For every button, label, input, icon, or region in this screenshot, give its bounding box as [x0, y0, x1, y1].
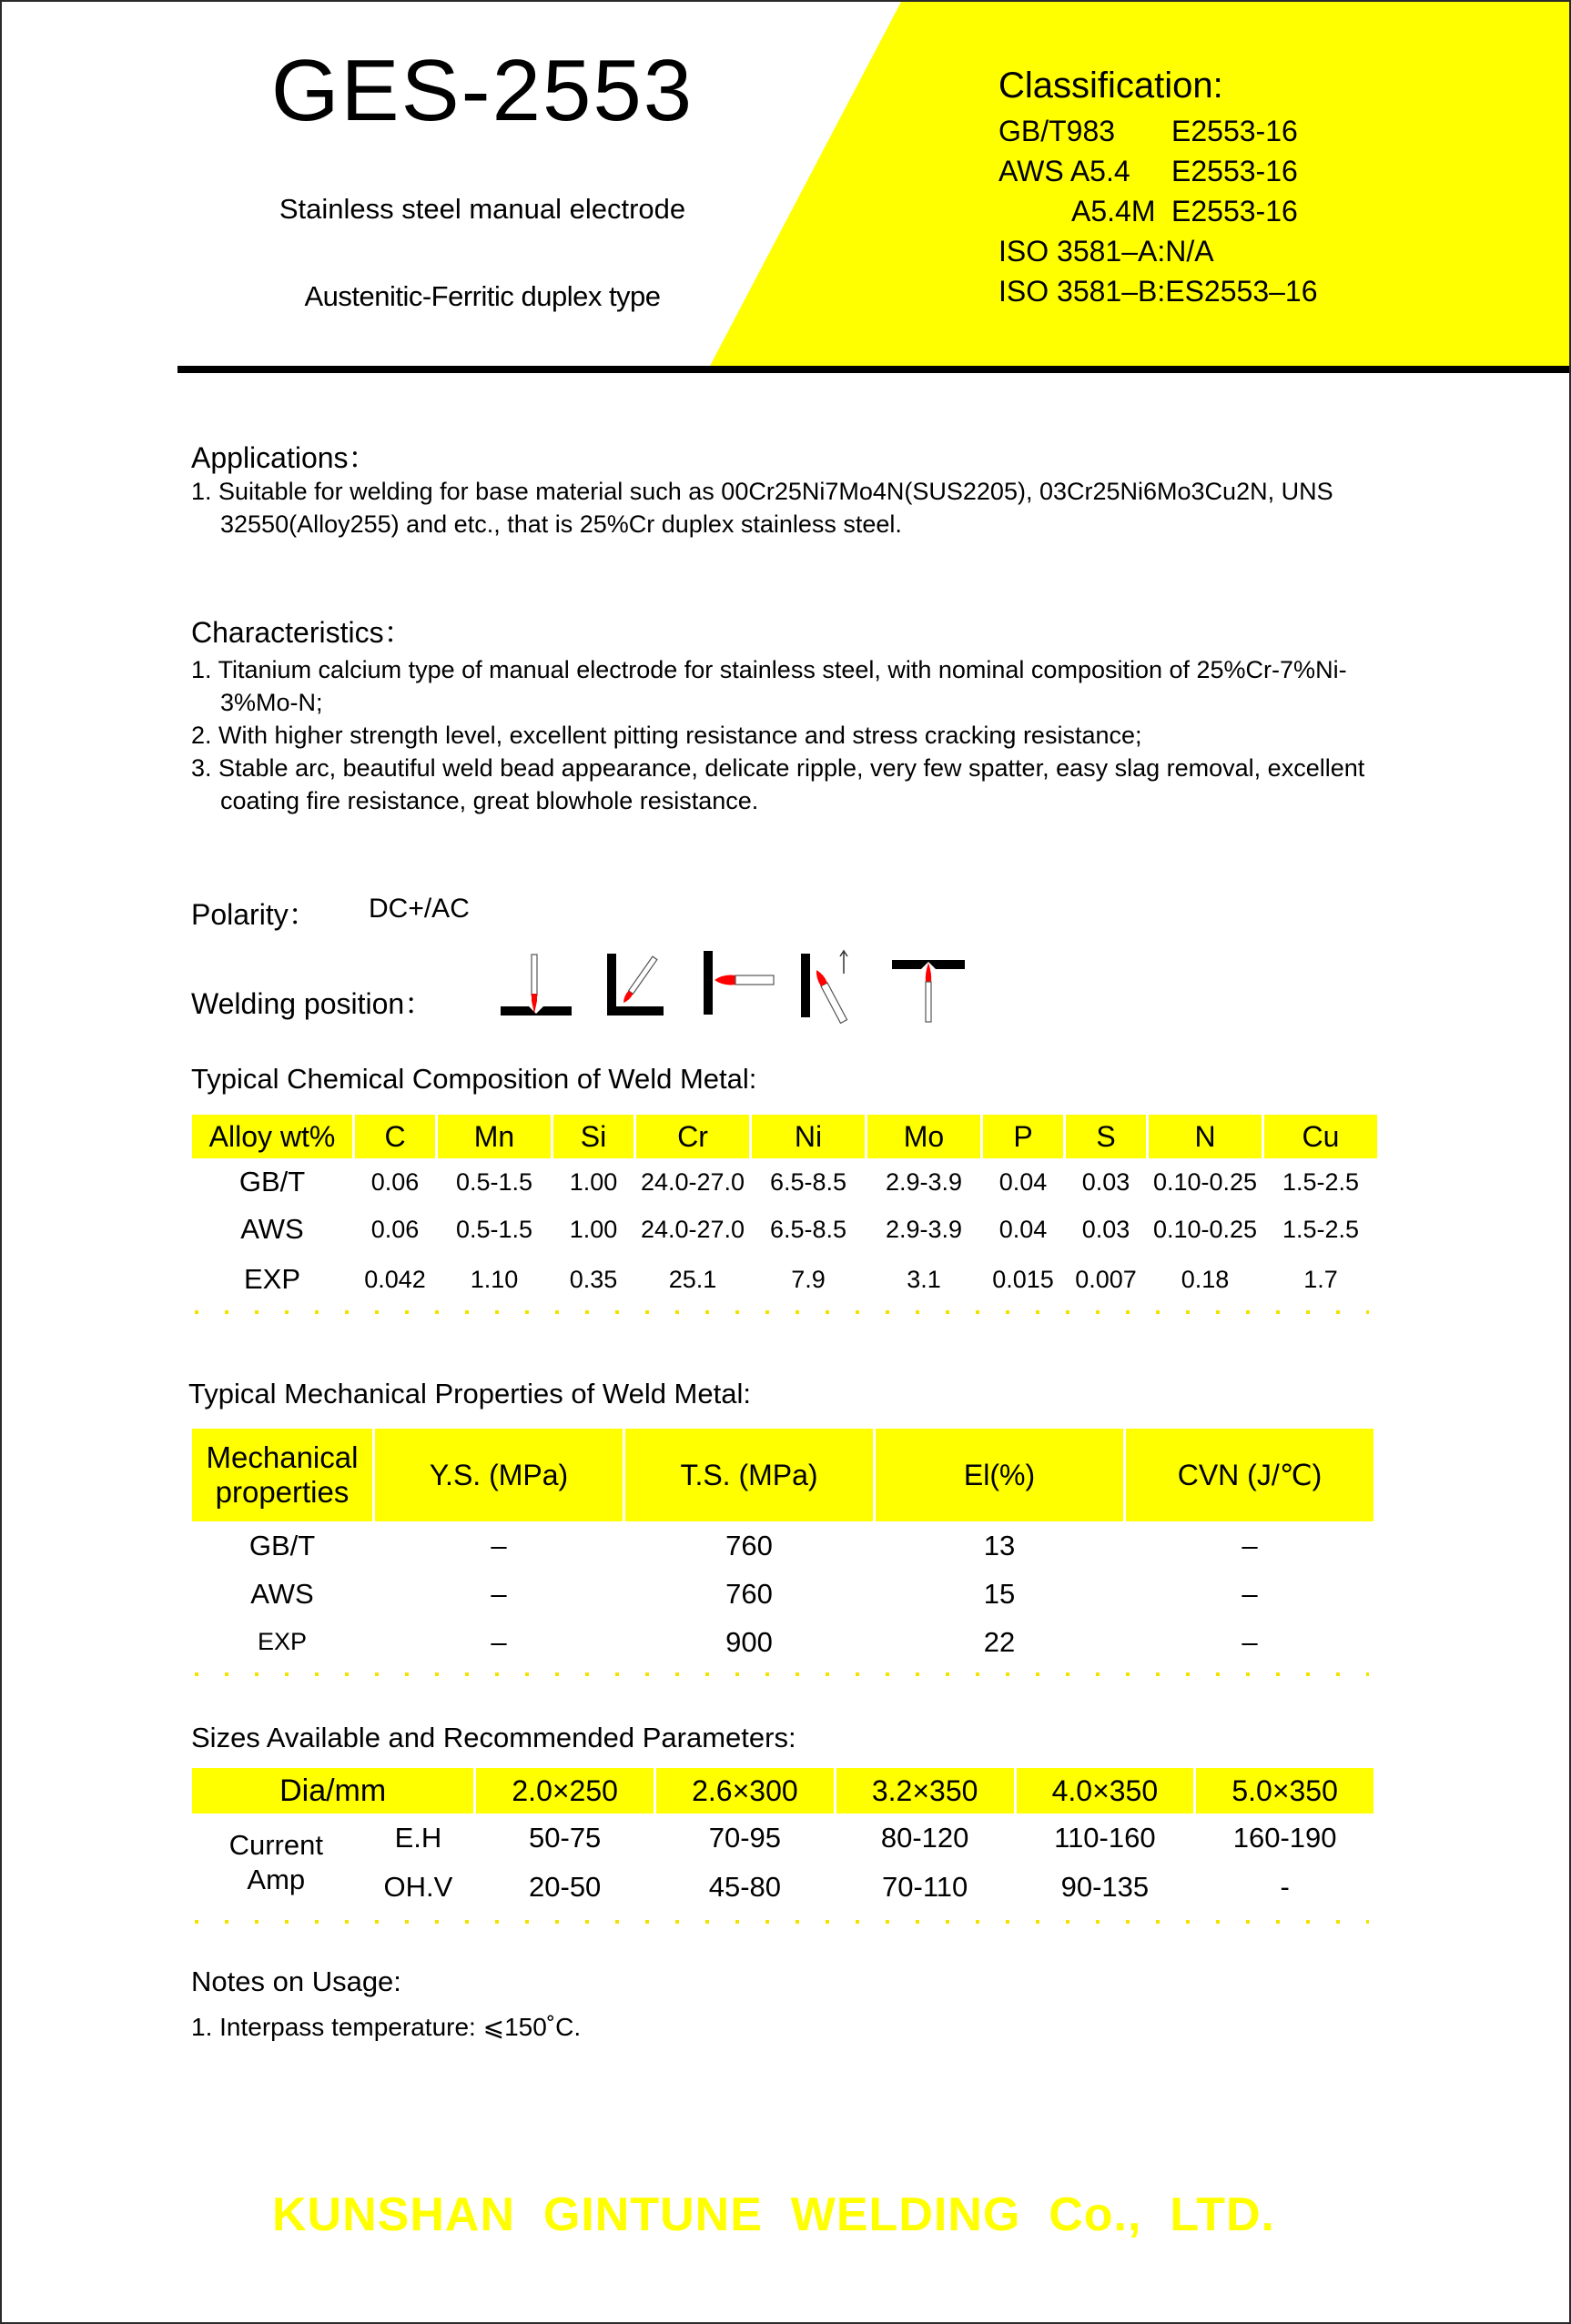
- sizes-row: [192, 1863, 1373, 1912]
- sizes-cell: 110-160: [1054, 1822, 1156, 1854]
- classification-value: E2553-16: [1171, 115, 1298, 147]
- chemical-cell: 1.7: [1303, 1265, 1338, 1293]
- horizontal-position-icon: [704, 951, 774, 1015]
- classification-standard: A5.4M: [1071, 195, 1156, 227]
- classification-standard: ISO 3581–B:ES2553–16: [998, 275, 1318, 308]
- mechanical-title: Typical Mechanical Properties of Weld Metal:: [188, 1378, 751, 1410]
- polarity-label: Polarity：: [191, 898, 318, 931]
- mechanical-row-label: GB/T: [248, 1529, 316, 1561]
- mechanical-row: [192, 1618, 1373, 1666]
- chemical-header-cell: N: [1149, 1115, 1262, 1158]
- chemical-cell: 1.00: [569, 1215, 618, 1243]
- chemical-cell: 0.10-0.25: [1152, 1215, 1258, 1243]
- classification-block: [998, 64, 1545, 311]
- welding-position-icons: [496, 946, 969, 1028]
- chemical-cell: 24.0-27.0: [640, 1167, 745, 1196]
- mechanical-cell: 22: [983, 1625, 1016, 1658]
- header-divider: [177, 366, 1569, 373]
- sizes-divider: [195, 1920, 1369, 1924]
- chemical-row-label: GB/T: [238, 1166, 306, 1197]
- sizes-header-cell: 5.0×350: [1196, 1768, 1373, 1814]
- flat-position-icon: [501, 955, 572, 1015]
- chemical-header-cell: C: [355, 1115, 435, 1158]
- chemical-cell: 6.5-8.5: [769, 1167, 847, 1196]
- sizes-header-cell: 2.6×300: [656, 1768, 834, 1814]
- chemical-cell: 0.03: [1081, 1215, 1130, 1243]
- welding-position-label: Welding position：: [191, 987, 434, 1020]
- sizes-cell: OH.V: [383, 1871, 453, 1903]
- sizes-cell: -: [1280, 1871, 1290, 1903]
- company-name: KUNSHAN GINTUNE WELDING Co., LTD.: [272, 2188, 1275, 2241]
- classification-title: Classification:: [998, 66, 1223, 106]
- mechanical-cell: 760: [725, 1577, 773, 1610]
- sizes-row: [192, 1814, 1373, 1863]
- chemical-header-cell: Mo: [867, 1115, 980, 1158]
- chemical-composition-table: [189, 1115, 1380, 1306]
- mechanical-cell: –: [1242, 1577, 1258, 1610]
- sizes-cell: 20-50: [529, 1871, 602, 1903]
- characteristics-item: 1. Titanium calcium type of manual electrode for stainless steel, with nominal composition of 25%Cr-7%Ni-3%Mo-N;: [191, 656, 1347, 716]
- mechanical-row-label: EXP: [257, 1628, 308, 1655]
- mechanical-cell: 13: [983, 1529, 1016, 1561]
- chemical-cell: 25.1: [668, 1265, 717, 1293]
- chemical-cell: 2.9-3.9: [885, 1167, 963, 1196]
- sizes-header-cell: 3.2×350: [836, 1768, 1014, 1814]
- characteristics-item: 3. Stable arc, beautiful weld bead appearance, delicate ripple, very few spatter, easy slag removal, excellent coating fire resistance, great blowhole resistance.: [191, 754, 1365, 814]
- sizes-cell: 50-75: [529, 1822, 602, 1854]
- chemical-cell: 0.007: [1075, 1265, 1137, 1293]
- classification-row: [998, 151, 1545, 191]
- classification-value: E2553-16: [1171, 195, 1298, 227]
- mechanical-header-cell: Y.S. (MPa): [375, 1429, 623, 1521]
- chemical-cell: 0.03: [1081, 1167, 1130, 1196]
- mechanical-cell: –: [1242, 1625, 1258, 1658]
- sizes-cell: 80-120: [880, 1822, 969, 1854]
- product-type: Austenitic-Ferritic duplex type: [304, 280, 661, 312]
- sizes-header-cell: 4.0×350: [1017, 1768, 1194, 1814]
- notes-list: [191, 2011, 581, 2044]
- mechanical-header-cell: El(%): [876, 1429, 1123, 1521]
- chemical-cell: 0.5-1.5: [455, 1167, 533, 1196]
- sizes-cell: 160-190: [1232, 1822, 1337, 1854]
- mechanical-cell: –: [491, 1577, 507, 1610]
- chemical-cell: 2.9-3.9: [885, 1215, 963, 1243]
- applications-list: [191, 475, 1402, 541]
- polarity-value: DC+/AC: [369, 894, 470, 924]
- classification-standard: AWS A5.4: [998, 155, 1130, 187]
- chemical-cell: 1.5-2.5: [1282, 1167, 1360, 1196]
- chemical-cell: 1.00: [569, 1167, 618, 1196]
- classification-row: [998, 271, 1545, 311]
- mechanical-header-cell: T.S. (MPa): [625, 1429, 873, 1521]
- sizes-header-cell: 2.0×250: [476, 1768, 654, 1814]
- chemical-cell: 0.5-1.5: [455, 1215, 533, 1243]
- mechanical-header-row: [192, 1429, 1373, 1521]
- chemical-title: Typical Chemical Composition of Weld Metal:: [191, 1063, 757, 1095]
- chemical-header-cell: S: [1066, 1115, 1146, 1158]
- sizes-header-cell: Dia/mm: [192, 1768, 473, 1814]
- vertical-up-icon: [801, 951, 847, 1023]
- sizes-title: Sizes Available and Recommended Parameters:: [191, 1722, 796, 1753]
- applications-item: 1. Suitable for welding for base material such as 00Cr25Ni7Mo4N(SUS2205), 03Cr25Ni6Mo3Cu2N, UNS 32550(Alloy255) and etc., that is 25%Cr duplex stainless steel.: [191, 478, 1333, 538]
- chemical-header-cell: Cr: [636, 1115, 749, 1158]
- chemical-row: [192, 1158, 1377, 1206]
- classification-standard: GB/T983: [998, 115, 1116, 147]
- chemical-row-label: EXP: [243, 1263, 301, 1295]
- chemical-row: [192, 1253, 1377, 1306]
- chemical-cell: 1.5-2.5: [1282, 1215, 1360, 1243]
- product-subtitle: Stainless steel manual electrode: [279, 193, 686, 225]
- mechanical-header-cell: Mechanical properties: [192, 1429, 372, 1521]
- chemical-cell: 24.0-27.0: [640, 1215, 745, 1243]
- chemical-divider: [195, 1310, 1369, 1314]
- chemical-header-cell: Mn: [438, 1115, 551, 1158]
- mechanical-row: [192, 1570, 1373, 1618]
- mechanical-cell: –: [1242, 1529, 1258, 1561]
- chemical-header-cell: Cu: [1264, 1115, 1377, 1158]
- chemical-cell: 1.10: [470, 1265, 519, 1293]
- chemical-header-cell: Si: [553, 1115, 633, 1158]
- chemical-header-cell: Alloy wt%: [192, 1115, 352, 1158]
- overhead-position-icon: [892, 960, 965, 1022]
- mechanical-divider: [195, 1672, 1369, 1676]
- sizes-header-row: [192, 1768, 1373, 1814]
- chemical-cell: 0.06: [370, 1215, 420, 1243]
- chemical-cell: 0.04: [998, 1215, 1048, 1243]
- characteristics-item: 2. With higher strength level, excellent pitting resistance and stress cracking resistance;: [191, 722, 1142, 749]
- sizes-cell: 45-80: [708, 1871, 782, 1903]
- classification-row: [998, 191, 1545, 231]
- chemical-cell: 7.9: [791, 1265, 826, 1293]
- characteristics-title: Characteristics：: [191, 616, 413, 649]
- chemical-cell: 0.18: [1181, 1265, 1230, 1293]
- sizes-parameters-table: [189, 1768, 1376, 1912]
- chemical-cell: 0.042: [364, 1265, 426, 1293]
- product-code: GES-2553: [270, 42, 694, 139]
- classification-standard: ISO 3581–A:N/A: [998, 235, 1214, 268]
- classification-row: [998, 111, 1545, 151]
- chemical-header-cell: P: [983, 1115, 1063, 1158]
- mechanical-header-cell: CVN (J/℃): [1126, 1429, 1373, 1521]
- chemical-row-label: AWS: [240, 1213, 304, 1245]
- classification-row: [998, 231, 1545, 271]
- mechanical-properties-table: [189, 1429, 1376, 1666]
- chemical-header-cell: Ni: [752, 1115, 865, 1158]
- notes-item: 1. Interpass temperature: ⩽150˚C.: [191, 2013, 582, 2041]
- chemical-cell: 0.015: [992, 1265, 1054, 1293]
- characteristics-list: [191, 653, 1374, 817]
- sizes-cell: 70-95: [708, 1822, 782, 1854]
- chemical-cell: 0.04: [998, 1167, 1048, 1196]
- applications-title: Applications：: [191, 441, 378, 474]
- chemical-cell: 0.06: [370, 1167, 420, 1196]
- classification-value: E2553-16: [1171, 155, 1298, 187]
- sizes-cell: E.H: [394, 1822, 442, 1854]
- chemical-cell: 0.35: [569, 1265, 618, 1293]
- chemical-cell: 3.1: [907, 1265, 941, 1293]
- current-amp-label: Current Amp: [228, 1829, 323, 1895]
- mechanical-cell: –: [491, 1625, 507, 1658]
- notes-title: Notes on Usage:: [191, 1965, 401, 1997]
- mechanical-cell: 760: [725, 1529, 773, 1561]
- mechanical-cell: –: [491, 1529, 507, 1561]
- horizontal-fillet-icon: [607, 954, 664, 1015]
- chemical-cell: 6.5-8.5: [769, 1215, 847, 1243]
- chemical-header-row: [192, 1115, 1377, 1158]
- chemical-row: [192, 1206, 1377, 1253]
- sizes-cell: 70-110: [882, 1871, 968, 1903]
- chemical-cell: 0.10-0.25: [1152, 1167, 1258, 1196]
- mechanical-cell: 15: [983, 1577, 1016, 1610]
- sizes-cell: 90-135: [1060, 1871, 1150, 1903]
- mechanical-row-label: AWS: [250, 1577, 314, 1610]
- mechanical-row: [192, 1521, 1373, 1570]
- mechanical-cell: 900: [725, 1625, 773, 1658]
